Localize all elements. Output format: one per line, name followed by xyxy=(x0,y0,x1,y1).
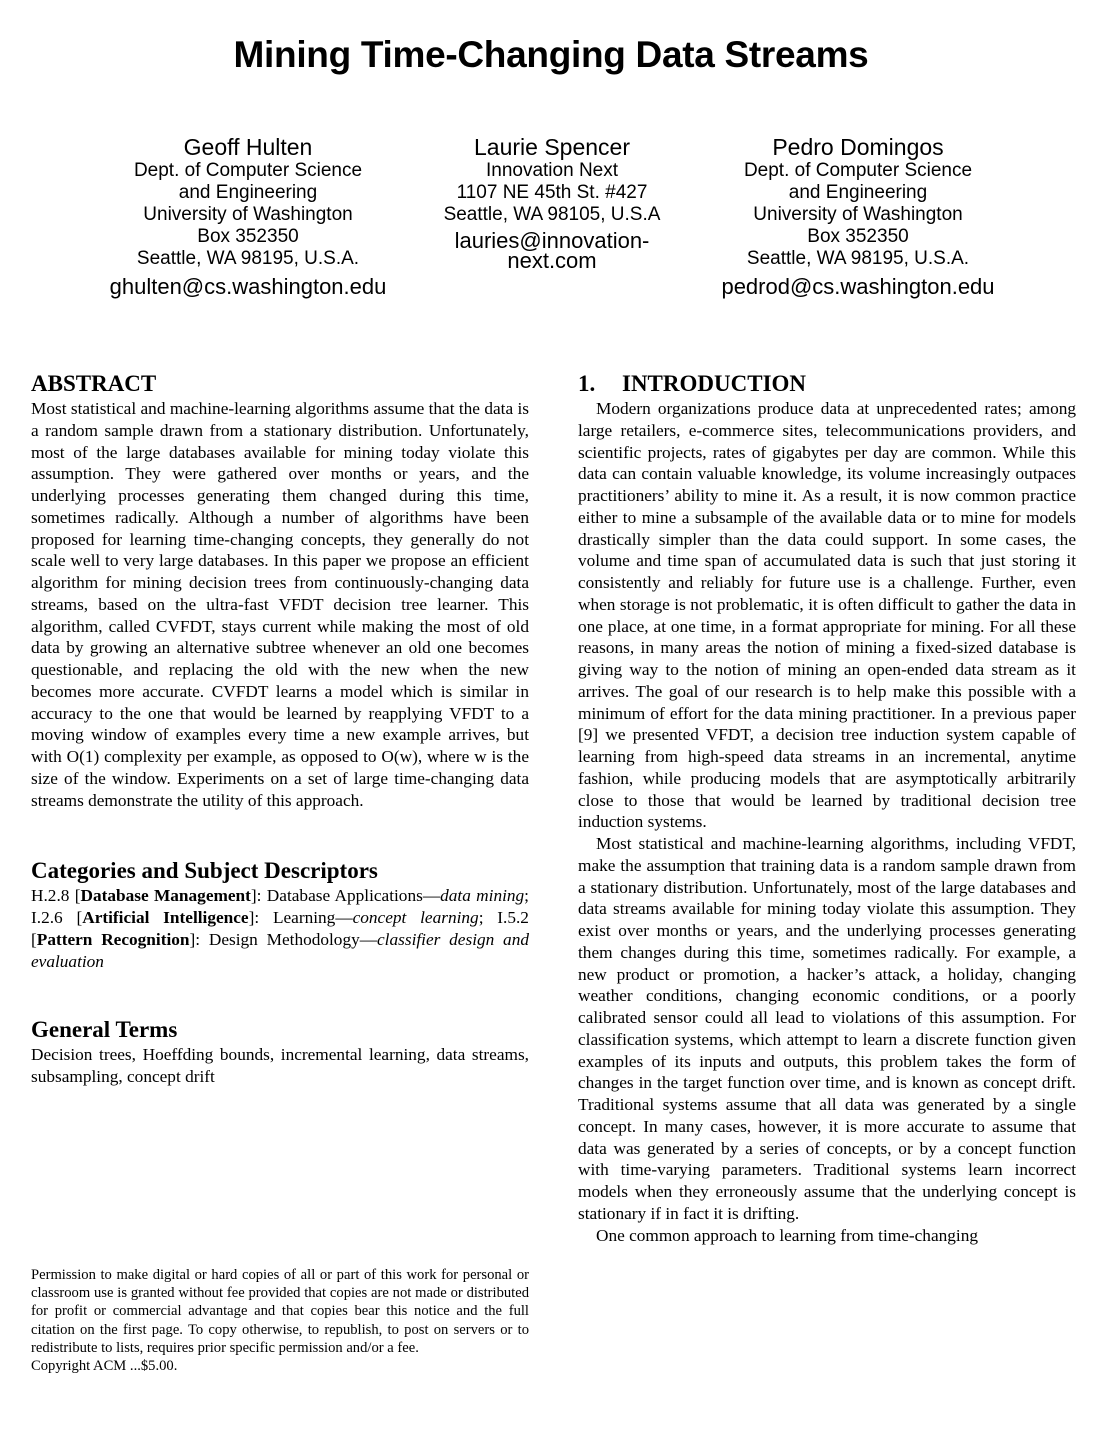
author-affiliation-line: Dept. of Computer Science xyxy=(743,160,973,181)
paper-title: Mining Time-Changing Data Streams xyxy=(233,34,869,75)
author-email: pedrod@cs.washington.edu xyxy=(721,274,995,299)
author-affiliation-line: Box 352350 xyxy=(197,226,299,247)
cat-text: H.2.8 [ xyxy=(31,886,81,906)
author-email: lauries@innovation- xyxy=(454,228,650,253)
categories-heading: Categories and Subject Descriptors xyxy=(31,858,378,884)
author-block-spencer xyxy=(402,134,702,272)
cat-text: ; I.2.6 [ xyxy=(31,886,529,927)
left-column xyxy=(31,370,529,1088)
cat-term: Database Management xyxy=(80,886,251,906)
author-affiliation-line: Seattle, WA 98105, U.S.A xyxy=(443,204,661,225)
copyright-line: Copyright ACM ...$5.00. xyxy=(31,1358,178,1375)
permission-footnote xyxy=(31,1266,529,1375)
author-email: ghulten@cs.washington.edu xyxy=(109,274,387,299)
author-affiliation-line: and Engineering xyxy=(788,182,928,203)
introduction-heading xyxy=(578,370,1076,398)
general-terms-heading: General Terms xyxy=(31,1017,178,1043)
permission-text: Permission to make digital or hard copies of all or part of this work for personal or classroom use is granted without fee provided that copies are not made or distributed for profit or commercial advantage and that copies bear this notice and the full citation on the first page. To copy otherwise, to republish, to post on servers or to redistribute to lists, requires prior specific permission and/or a fee. xyxy=(31,1267,529,1356)
cat-term: Pattern Recognition xyxy=(36,929,190,949)
section-number: 1. xyxy=(578,371,596,396)
author-affiliation-line: University of Washington xyxy=(753,204,963,225)
abstract-heading: ABSTRACT xyxy=(31,371,157,396)
author-affiliation-line: and Engineering xyxy=(178,182,318,203)
intro-paragraph: Most statistical and machine-learning algorithms, including VFDT, make the assumption that training data is a random sample drawn from a stationary distribution. Unfortunately, most of the large databases and data streams available for mining today violate this assumption. They exist over months or years, and the underlying processes generating them changes during this time, sometimes radically. For example, a new product or promotion, a hacker’s attack, a holiday, changing weather conditions, changing economic conditions, or a poorly calibrated sensor could all lead to violations of this assumption. For classification systems, which attempt to learn a discrete function given examples of its inputs and outputs, this problem takes the form of changes in the target function over time, and is known as concept drift. Traditional systems assume that all data was generated by a single concept. In many cases, however, it is more accurate to assume that data was generated by a series of concepts, or by a concept function with time-varying parameters. Traditional systems learn incorrect models when they erroneously assume that the underlying concept is stationary if in fact it is drifting. xyxy=(578,834,1076,1223)
section-title: INTRODUCTION xyxy=(622,371,807,396)
categories-text xyxy=(31,885,529,972)
cat-text: ]: Database Applications— xyxy=(250,886,441,906)
cat-text: ; I.5.2 [ xyxy=(31,908,529,949)
cat-subject: concept learning xyxy=(352,908,479,927)
intro-paragraph: Modern organizations produce data at unprecedented rates; among large retailers, e-commerce sites, telecommunications providers, and scientific projects, rates of gigabytes per day are common. While this data can contain valuable knowledge, its volume increasingly outpaces practitioners’ ability to mine it. As a result, it is now common practice either to mine a subsample of the available data or to mine for models drastically simpler than the data could support. In some cases, the volume and time span of accumulated data is such that just storing it consistently and reliably for future use is a challenge. Further, even when storage is not problematic, it is often difficult to gather the data in one place, at one time, in a format appropriate for mining. For all these reasons, in many areas the notion of mining a fixed-sized database is giving way to the notion of mining an open-ended data stream as it arrives. The goal of our research is to help make this possible with a minimum of effort for the data mining practitioner. In a previous paper [9] we presented VFDT, a decision tree induction system capable of learning from high-speed data streams in an incremental, anytime fashion, while producing models that are asymptotically arbitrarily close to those that would be learned by traditional decision tree induction systems. xyxy=(578,399,1076,832)
intro-paragraph: One common approach to learning from time-changing xyxy=(596,1225,978,1245)
author-affiliation-line: Dept. of Computer Science xyxy=(133,160,363,181)
author-name: Laurie Spencer xyxy=(474,134,630,160)
author-affiliation-line: University of Washington xyxy=(143,204,353,225)
author-block-domingos xyxy=(698,134,1018,300)
author-affiliation-line: Innovation Next xyxy=(485,160,619,181)
right-column xyxy=(578,370,1076,1246)
cat-subject: classifier design and evaluation xyxy=(31,929,529,971)
author-name: Pedro Domingos xyxy=(772,134,944,160)
author-block-hulten xyxy=(88,134,408,300)
cat-text: ]: Design Methodology— xyxy=(189,929,378,949)
author-affiliation-line: Seattle, WA 98195, U.S.A. xyxy=(136,248,360,269)
author-affiliation-line: Box 352350 xyxy=(807,226,909,247)
cat-term: Artificial Intelligence xyxy=(82,908,249,927)
cat-subject: data mining xyxy=(440,886,525,906)
general-terms-text: Decision trees, Hoeffding bounds, incremental learning, data streams, subsampling, concept drift xyxy=(31,1045,529,1086)
abstract-text: Most statistical and machine-learning algorithms assume that the data is a random sample drawn from a stationary distribution. Unfortunately, most of the large databases available for mining today violate this assumption. They were gathered over months or years, and the underlying processes generating them changed during this time, sometimes radically. Although a number of algorithms have been proposed for learning time-changing concepts, they generally do not scale well to very large databases. In this paper we propose an efficient algorithm for mining decision trees from continuously-changing data streams, based on the ultra-fast VFDT decision tree learner. This algorithm, called CVFDT, stays current while making the most of old data by growing an alternative subtree whenever an old one becomes questionable, and replacing the old with the new when the new becomes more accurate. CVFDT learns a model which is similar in accuracy to the one that would be learned by reapplying VFDT to a moving window of examples every time a new example arrives, but with O(1) complexity per example, as opposed to O(w), where w is the size of the window. Experiments on a set of large time-changing data streams demonstrate the utility of this approach. xyxy=(31,399,529,810)
author-name: Geoff Hulten xyxy=(183,134,313,160)
author-email-continued: next.com xyxy=(507,248,597,273)
author-affiliation-line: 1107 NE 45th St. #427 xyxy=(456,182,648,203)
author-affiliation-line: Seattle, WA 98195, U.S.A. xyxy=(746,248,970,269)
cat-text: ]: Learning— xyxy=(248,908,353,927)
